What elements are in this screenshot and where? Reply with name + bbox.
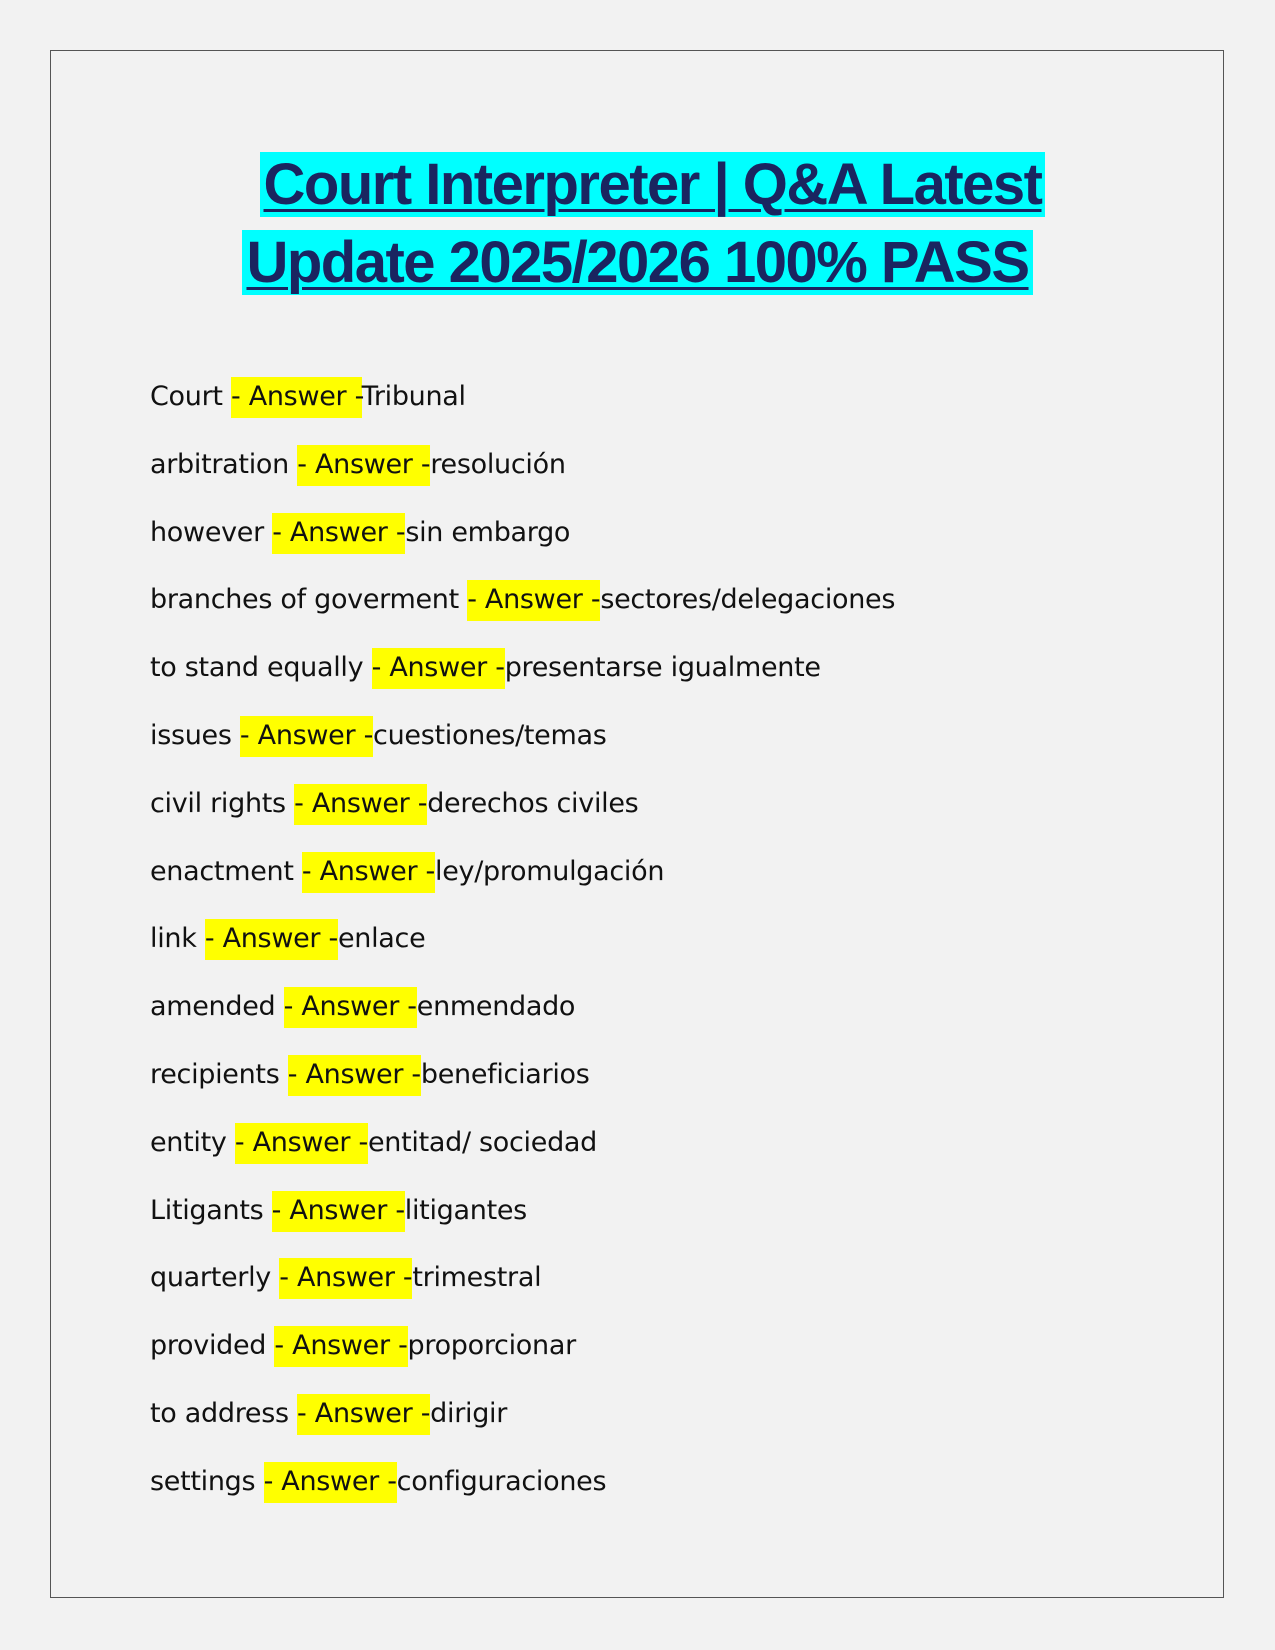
qa-term: however — [150, 516, 273, 548]
qa-term: enactment — [150, 855, 302, 887]
qa-term: amended — [150, 991, 284, 1023]
answer-separator: - Answer - — [231, 377, 362, 418]
qa-item — [150, 431, 895, 499]
title-line-2 — [0, 224, 1275, 302]
document-title — [0, 146, 1275, 302]
qa-term: quarterly — [150, 1262, 280, 1294]
qa-answer: trimestral — [412, 1262, 542, 1294]
qa-term: civil rights — [150, 787, 295, 819]
qa-term: Court — [150, 381, 231, 412]
qa-answer: sin embargo — [405, 516, 571, 548]
qa-item — [150, 1244, 895, 1312]
answer-separator: - Answer - — [274, 1326, 407, 1367]
qa-term: arbitration — [150, 448, 298, 480]
qa-item — [150, 634, 895, 702]
qa-term: link — [150, 923, 205, 955]
answer-separator: - Answer - — [240, 716, 373, 757]
qa-answer: resolución — [430, 448, 566, 480]
qa-term: recipients — [150, 1058, 288, 1090]
qa-answer: enmendado — [416, 991, 576, 1023]
answer-separator: - Answer - — [279, 1258, 412, 1299]
answer-separator: - Answer - — [372, 648, 505, 689]
qa-answer: configuraciones — [396, 1465, 607, 1497]
answer-separator: - Answer - — [284, 987, 417, 1028]
qa-item — [150, 499, 895, 567]
qa-answer: entitad/ sociedad — [367, 1126, 597, 1158]
qa-item — [150, 905, 895, 973]
qa-item — [150, 838, 895, 906]
qa-answer: Tribunal — [361, 381, 466, 412]
qa-list — [150, 363, 895, 1516]
answer-separator: - Answer - — [272, 1191, 405, 1232]
qa-item — [150, 1380, 895, 1448]
qa-answer: enlace — [337, 923, 426, 955]
qa-answer: cuestiones/temas — [373, 719, 607, 751]
qa-item — [150, 363, 895, 431]
answer-separator: - Answer - — [205, 919, 338, 960]
answer-separator: - Answer - — [272, 513, 405, 554]
qa-answer: sectores/delegaciones — [600, 584, 896, 616]
qa-term: to address — [150, 1397, 298, 1429]
answer-separator: - Answer - — [294, 784, 427, 825]
qa-item — [150, 1041, 895, 1109]
title-line-1 — [0, 146, 1275, 224]
qa-answer: proporcionar — [407, 1330, 576, 1362]
qa-item — [150, 1177, 895, 1245]
qa-term: branches of goverment — [150, 584, 468, 616]
title-line-1-text: Court Interpreter | Q&A Latest — [260, 152, 1046, 217]
qa-term: provided — [150, 1330, 275, 1362]
qa-item — [150, 566, 895, 634]
qa-term: Litigants — [150, 1194, 272, 1226]
qa-answer: litigantes — [404, 1194, 527, 1226]
qa-item — [150, 973, 895, 1041]
qa-answer: presentarse igualmente — [504, 652, 821, 684]
answer-separator: - Answer - — [235, 1123, 368, 1164]
qa-term: settings — [150, 1465, 264, 1497]
qa-item — [150, 702, 895, 770]
answer-separator: - Answer - — [264, 1462, 397, 1503]
answer-separator: - Answer - — [297, 445, 430, 486]
qa-item — [150, 770, 895, 838]
answer-separator: - Answer - — [467, 580, 600, 621]
title-line-2-text: Update 2025/2026 100% PASS — [242, 230, 1032, 295]
qa-item — [150, 1312, 895, 1380]
qa-answer: ley/promulgación — [435, 855, 665, 887]
qa-answer: derechos civiles — [427, 787, 639, 819]
qa-term: to stand equally — [150, 652, 372, 684]
answer-separator: - Answer - — [297, 1394, 430, 1435]
qa-item — [150, 1109, 895, 1177]
qa-term: entity — [150, 1126, 235, 1158]
qa-answer: beneficiarios — [420, 1058, 590, 1090]
qa-term: issues — [150, 719, 240, 751]
qa-item — [150, 1448, 895, 1516]
qa-answer: dirigir — [430, 1397, 508, 1429]
answer-separator: - Answer - — [288, 1055, 421, 1096]
answer-separator: - Answer - — [302, 852, 435, 893]
